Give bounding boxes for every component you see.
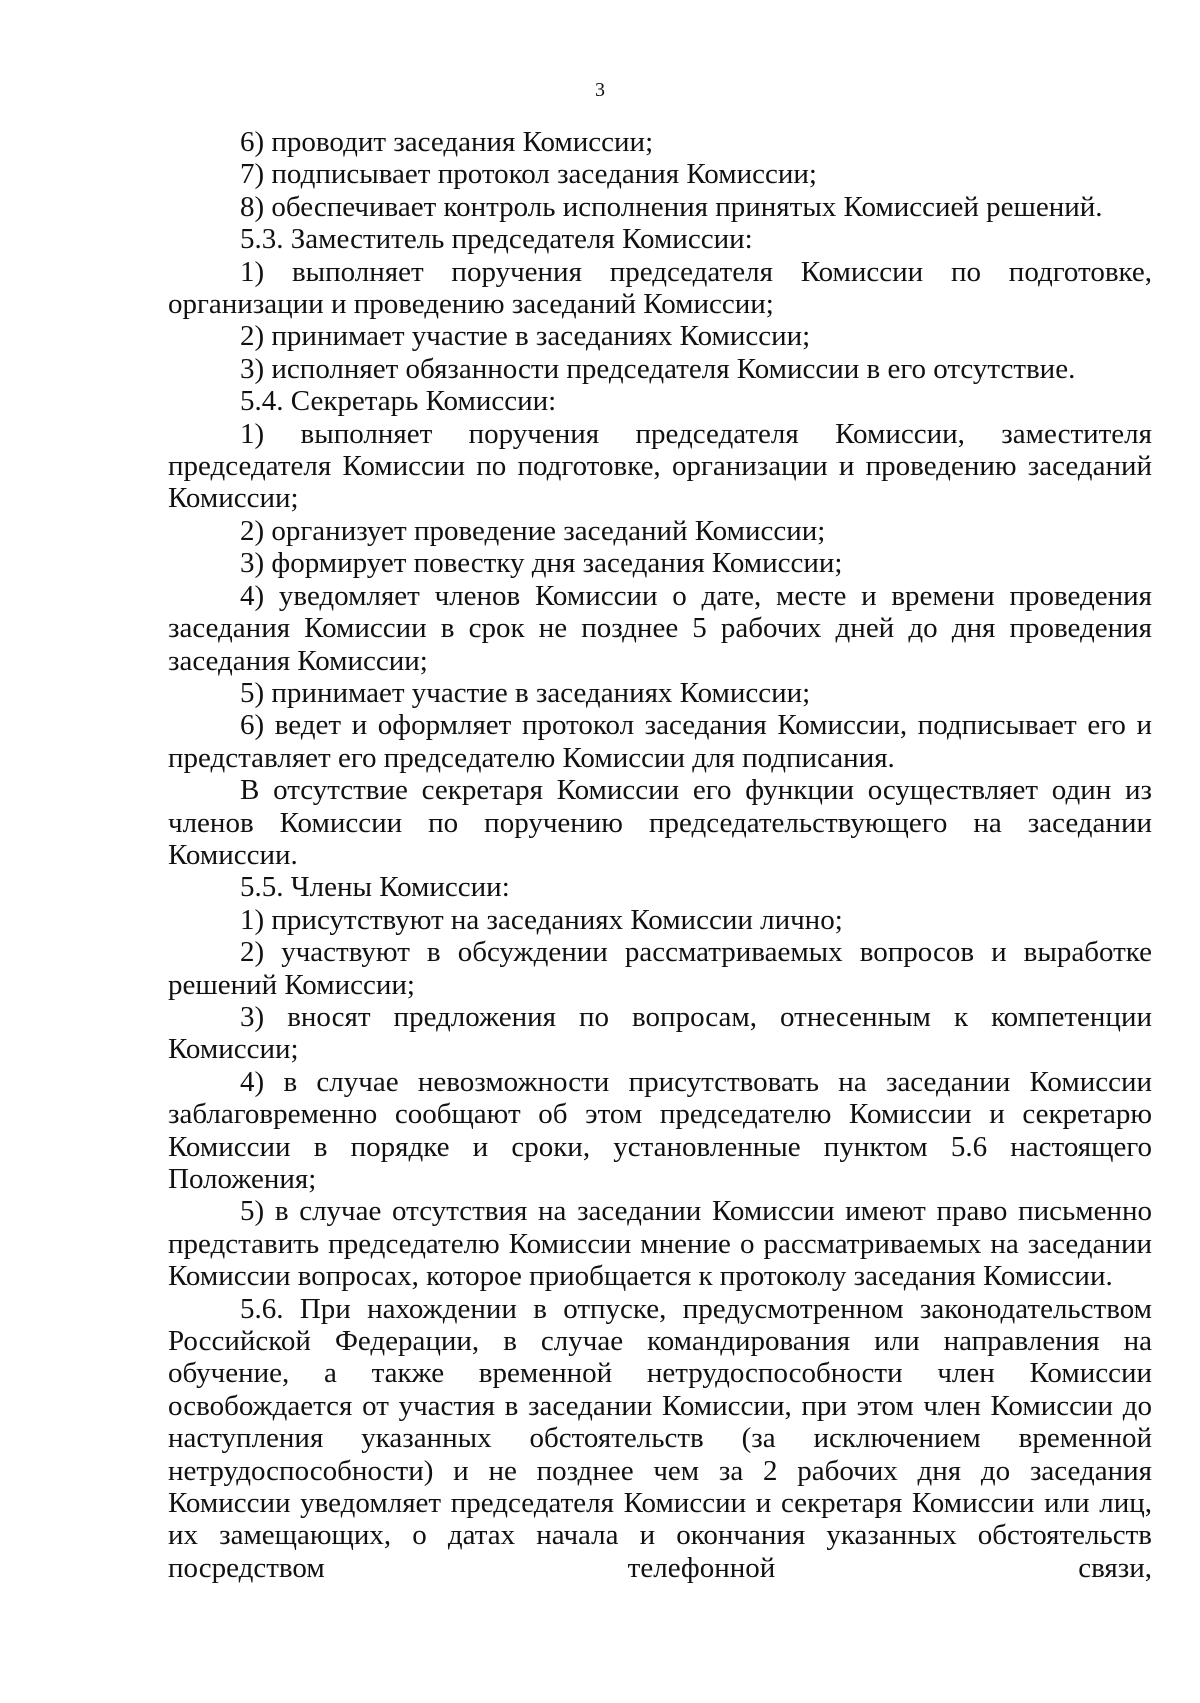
paragraph: 2) организует проведение заседаний Комиссии; bbox=[240, 514, 826, 547]
paragraph: 6) ведет и оформляет протокол заседания Комиссии, подписывает его и представляет его председателю Комиссии для подписания. bbox=[168, 709, 1152, 774]
paragraph: 5) принимает участие в заседаниях Комиссии; bbox=[240, 676, 811, 709]
paragraph: 1) выполняет поручения председателя Комиссии, заместителя председателя Комиссии по подготовке, организации и проведению заседаний Комиссии; bbox=[168, 417, 1152, 515]
section-heading: 5.4. Секретарь Комиссии: bbox=[240, 385, 557, 418]
paragraph: 3) вносят предложения по вопросам, отнесенным к компетенции Комиссии; bbox=[168, 1000, 1152, 1066]
paragraph: 1) выполняет поручения председателя Комиссии по подготовке, организации и проведению заседаний Комиссии; bbox=[168, 255, 1152, 321]
paragraph: 3) формирует повестку дня заседания Комиссии; bbox=[240, 547, 843, 580]
document-body bbox=[168, 126, 1152, 1584]
paragraph: 1) присутствуют на заседаниях Комиссии лично; bbox=[240, 903, 843, 936]
paragraph: 4) уведомляет членов Комиссии о дате, месте и времени проведения заседания Комиссии в срок не позднее 5 рабочих дней до дня проведения заседания Комиссии; bbox=[168, 579, 1152, 677]
paragraph: 5) в случае отсутствия на заседании Комиссии имеют право письменно представить председателю Комиссии мнение о рассматриваемых на заседании Комиссии вопросах, которое приобщается к протоколу заседания Комиссии. bbox=[168, 1195, 1152, 1293]
paragraph: 5.6. При нахождении в отпуске, предусмотренном законодательством Российской Федерации, в случае командирования или направления на обучение, а также временной нетрудоспособности член Комиссии освобождается от участия в заседании Комиссии, при этом член Комиссии до наступления указанных обстоятельств (за исключением временной нетрудоспособности) и не позднее чем за 2 рабочих дня до заседания Комиссии уведомляет председателя Комиссии и секретаря Комиссии или лиц, их замещающих, о датах начала и окончания указанных обстоятельств посредством телефонной связи, bbox=[168, 1292, 1152, 1584]
paragraph: 2) принимает участие в заседаниях Комиссии; bbox=[240, 320, 811, 353]
paragraph: В отсутствие секретаря Комиссии его функции осуществляет один из членов Комиссии по поручению председательствующего на заседании Комиссии. bbox=[168, 774, 1152, 871]
section-heading: 5.5. Члены Комиссии: bbox=[240, 871, 510, 904]
paragraph: 3) исполняет обязанности председателя Комиссии в его отсутствие. bbox=[240, 352, 1076, 385]
paragraph: 2) участвуют в обсуждении рассматриваемых вопросов и выработке решений Комиссии; bbox=[168, 936, 1152, 1001]
paragraph: 7) подписывает протокол заседания Комиссии; bbox=[240, 158, 817, 191]
paragraph: 4) в случае невозможности присутствовать на заседании Комиссии заблаговременно сообщают об этом председателю Комиссии и секретарю Комиссии в порядке и сроки, установленные пунктом 5.6 настоящего Положения; bbox=[168, 1065, 1152, 1195]
section-heading: 5.3. Заместитель председателя Комиссии: bbox=[240, 223, 753, 256]
paragraph: 6) проводит заседания Комиссии; bbox=[240, 126, 654, 158]
paragraph: 8) обеспечивает контроль исполнения принятых Комиссией решений. bbox=[240, 190, 1103, 223]
page-number: 3 bbox=[595, 79, 605, 101]
